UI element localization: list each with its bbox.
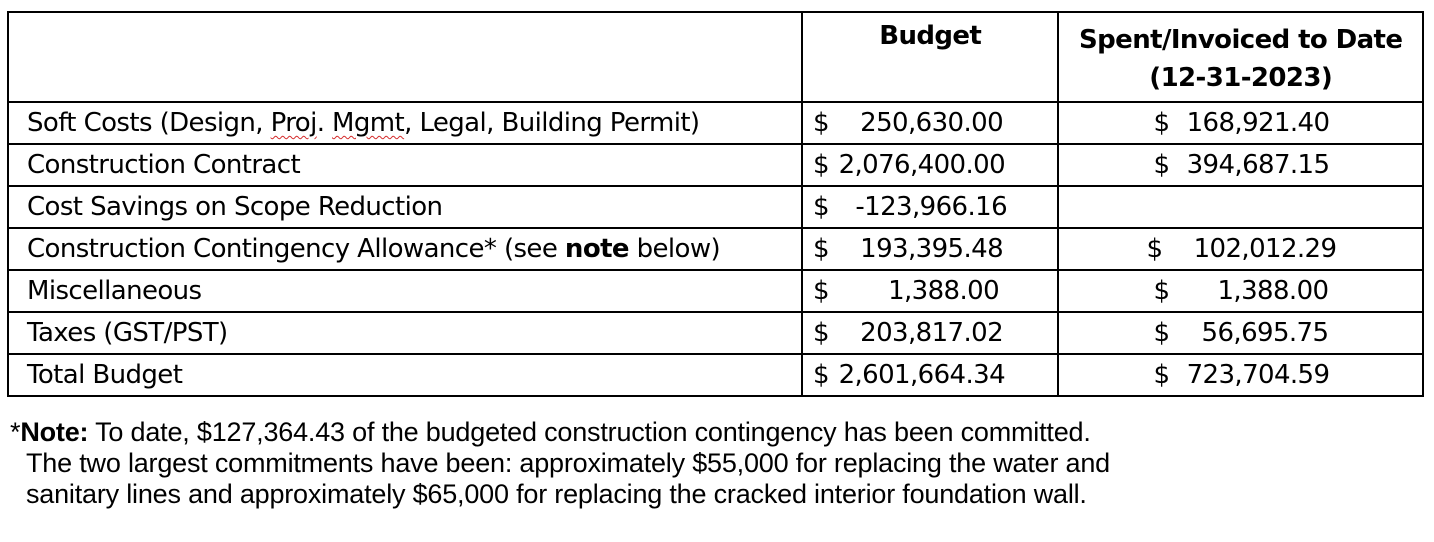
table-row bbox=[8, 228, 1423, 270]
spent-cell bbox=[1058, 186, 1423, 228]
header-spent bbox=[1058, 12, 1423, 102]
table-row bbox=[8, 270, 1423, 312]
currency-symbol: $ bbox=[813, 192, 829, 222]
row-label: Taxes (GST/PST) bbox=[8, 312, 802, 354]
budget-cell bbox=[802, 270, 1058, 312]
table-row bbox=[8, 354, 1423, 396]
note-reference: note bbox=[564, 234, 629, 264]
spent-value: 56,695.75 bbox=[1201, 318, 1329, 348]
footnote bbox=[10, 417, 1410, 510]
spent-value: 1,388.00 bbox=[1217, 276, 1329, 306]
budget-value: 1,388.00 bbox=[888, 276, 1000, 306]
budget-cell bbox=[802, 312, 1058, 354]
row-label bbox=[8, 228, 802, 270]
header-spent-title: Spent/Invoiced to Date bbox=[1079, 25, 1403, 55]
currency-symbol: $ bbox=[813, 108, 829, 138]
currency-symbol: $ bbox=[1153, 318, 1170, 348]
row-label: Total Budget bbox=[8, 354, 802, 396]
spent-cell bbox=[1058, 144, 1423, 186]
row-label-text: Construction Contingency Allowance* (see bbox=[27, 234, 565, 264]
currency-symbol: $ bbox=[1153, 150, 1170, 180]
currency-symbol: $ bbox=[813, 276, 829, 306]
table-row bbox=[8, 144, 1423, 186]
spent-value: 394,687.15 bbox=[1186, 150, 1330, 180]
footnote-line: The two largest commitments have been: approximately $55,000 for replacing the water and bbox=[26, 448, 1110, 478]
currency-symbol: $ bbox=[813, 318, 829, 348]
budget-value: 203,817.02 bbox=[860, 318, 1004, 348]
row-label: Cost Savings on Scope Reduction bbox=[8, 186, 802, 228]
budget-cell bbox=[802, 186, 1058, 228]
spent-cell bbox=[1058, 102, 1423, 144]
budget-cell bbox=[802, 228, 1058, 270]
budget-value: 2,601,664.34 bbox=[838, 360, 1006, 390]
row-label-text: Soft Costs (Design, bbox=[27, 108, 271, 138]
row-label: Miscellaneous bbox=[8, 270, 802, 312]
table-row bbox=[8, 186, 1423, 228]
budget-value: 193,395.48 bbox=[860, 234, 1004, 264]
row-label-text: . bbox=[316, 108, 333, 138]
currency-symbol: $ bbox=[813, 360, 829, 390]
currency-symbol: $ bbox=[813, 234, 829, 264]
spellcheck-word: Proj bbox=[270, 108, 317, 138]
currency-symbol: $ bbox=[1153, 276, 1170, 306]
spent-value: 168,921.40 bbox=[1186, 108, 1330, 138]
budget-value: 2,076,400.00 bbox=[838, 150, 1006, 180]
spent-cell bbox=[1058, 270, 1423, 312]
spent-cell bbox=[1058, 228, 1423, 270]
table-row bbox=[8, 312, 1423, 354]
currency-symbol: $ bbox=[1153, 108, 1170, 138]
header-spent-date: (12-31-2023) bbox=[1149, 63, 1333, 93]
table-row bbox=[8, 102, 1423, 144]
footnote-text: To date, $127,364.43 of the budgeted construction contingency has been committed. bbox=[88, 417, 1091, 447]
row-label-text: below) bbox=[628, 234, 721, 264]
spent-cell bbox=[1058, 354, 1423, 396]
footnote-label: Note: bbox=[20, 417, 89, 447]
spent-value: 723,704.59 bbox=[1186, 360, 1330, 390]
currency-symbol: $ bbox=[1153, 360, 1170, 390]
currency-symbol: $ bbox=[1146, 234, 1163, 264]
budget-value: 250,630.00 bbox=[860, 108, 1004, 138]
row-label: Construction Contract bbox=[8, 144, 802, 186]
footnote-line bbox=[10, 417, 1410, 448]
spent-value: 102,012.29 bbox=[1193, 234, 1337, 264]
budget-cell bbox=[802, 144, 1058, 186]
footnote-line: sanitary lines and approximately $65,000 for replacing the cracked interior foundation wall. bbox=[26, 479, 1087, 509]
spellcheck-word: Mgmt bbox=[332, 108, 405, 138]
footnote-asterisk: * bbox=[10, 417, 21, 447]
header-budget: Budget bbox=[802, 12, 1058, 102]
header-label-cell bbox=[8, 12, 802, 102]
budget-value: -123,966.16 bbox=[855, 192, 1008, 222]
budget-cell bbox=[802, 102, 1058, 144]
budget-cell bbox=[802, 354, 1058, 396]
row-label-text: , Legal, Building Permit) bbox=[404, 108, 700, 138]
spent-cell bbox=[1058, 312, 1423, 354]
budget-table bbox=[7, 11, 1424, 397]
table-header-row bbox=[8, 12, 1423, 102]
currency-symbol: $ bbox=[813, 150, 829, 180]
row-label bbox=[8, 102, 802, 144]
